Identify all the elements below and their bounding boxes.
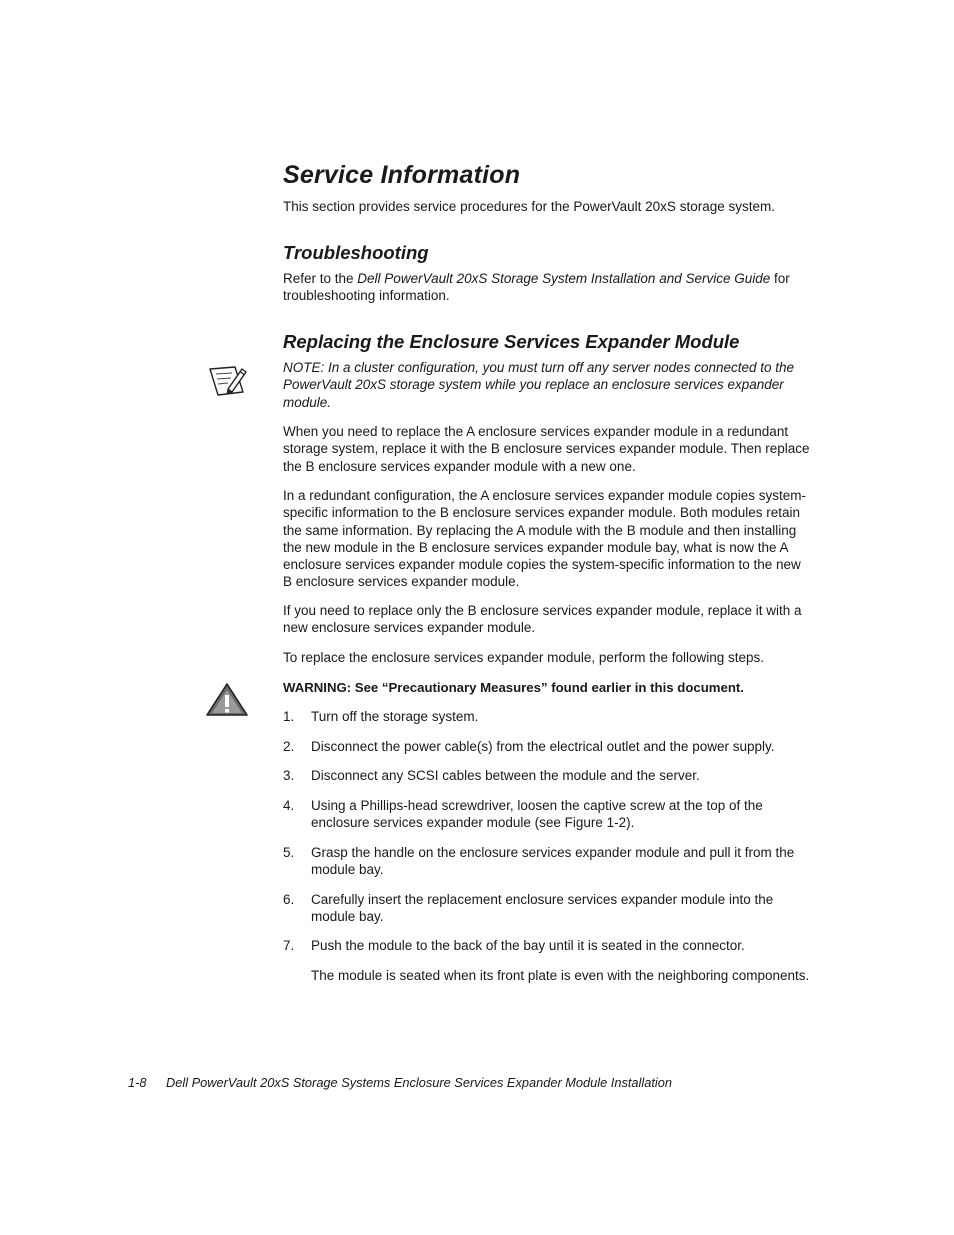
- body-paragraph-3: If you need to replace only the B enclosure services expander module, replace it with a new enclosure services expander module.: [283, 603, 802, 636]
- warning-triangle-icon: [205, 682, 249, 718]
- warning-text: WARNING: See “Precautionary Measures” found earlier in this document.: [283, 680, 744, 695]
- body-paragraph-4: To replace the enclosure services expander module, perform the following steps.: [283, 650, 765, 665]
- troubleshooting-paragraph: Refer to the Dell PowerVault 20xS Storage System Installation and Service Guide for troubleshooting information.: [283, 271, 790, 304]
- body-paragraph-2: In a redundant configuration, the A enclosure services expander module copies system-specific information to the B enclosure services expander module. Both modules retain the same information. By replacing the A module with the B module and then installing the new module in the B enclosure services expander module bay, what is now the A enclosure services expander module copies the system-specific information to the new B enclosure services expander module.: [283, 488, 807, 590]
- guide-reference: Dell PowerVault 20xS Storage System Installation and Service Guide: [357, 271, 771, 286]
- page-number: 1-8: [128, 1075, 147, 1090]
- intro-paragraph: This section provides service procedures for the PowerVault 20xS storage system.: [283, 199, 775, 214]
- note-paragraph: NOTE: In a cluster configuration, you must turn off any server nodes connected to the PowerVault 20xS storage system while you replace an enclosure services expander module.: [283, 360, 795, 410]
- replacing-heading: Replacing the Enclosure Services Expander Module: [283, 331, 740, 352]
- note-pencil-icon: [206, 362, 248, 398]
- footer-title: Dell PowerVault 20xS Storage Systems Enclosure Services Expander Module Installation: [166, 1075, 672, 1090]
- page-title: Service Information: [283, 161, 521, 189]
- troubleshooting-heading: Troubleshooting: [283, 242, 429, 263]
- body-paragraph-1: When you need to replace the A enclosure services expander module in a redundant storage system, replace it with the B enclosure services expander module. Then replace the B enclosure services expander module with a new one.: [283, 424, 810, 474]
- page-footer: [128, 1075, 672, 1090]
